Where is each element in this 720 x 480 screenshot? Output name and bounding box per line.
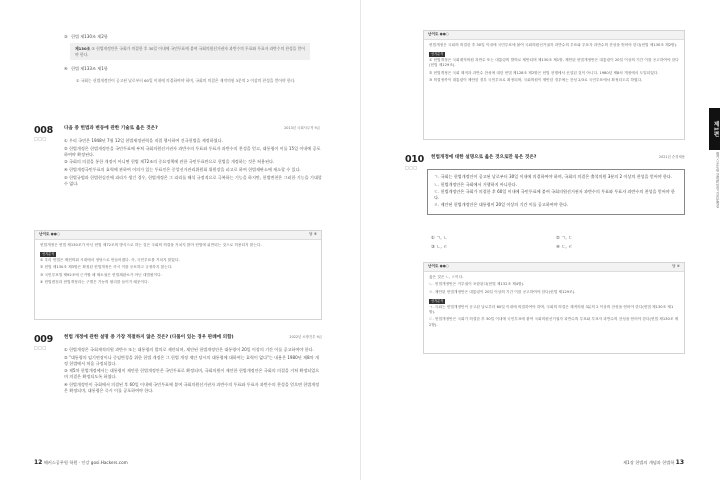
question-source-tag: 2013년 국회사무직 9급: [284, 126, 320, 130]
choice[interactable]: ① 우리 국민은 1948년 7월 12일 헌법제정권력을 직접 행사하여 건국헌법을 제정하였다.: [64, 138, 223, 143]
choice[interactable]: ④ 헌법개정안이 국회에서 의결된 후 60일 이내에 국민투표에 붙여 국회의원선거권자 과반수의 투표와 투표자 과반수의 찬성을 얻으면 헌법개정은 확정되며, 대통령은 즉시 이를 공포하여야 한다.: [64, 382, 320, 393]
answer-value: ⑤: [313, 232, 317, 237]
analysis-tag: 선지분석: [431, 52, 444, 57]
question-stem: 헌법개정에 대한 설명으로 옳은 것으로만 묶은 것은?: [431, 155, 537, 160]
answer-intro: 헌법개정은 국회의 의결한 후 30일 이내에 국민투표에 붙여 국회의원선거권자 과반수의 투표와 투표자 과반수의 찬성을 얻어야 한다(헌법 제130조 제2항).: [429, 43, 678, 47]
choice[interactable]: ⑤ 헌법규범과 헌법현실간에 괴리가 생긴 경우, 헌법개정은 그 괴리를 해석 규정적으로 극복하는 기능을 하지만, 헌법변천은 그러한 기능을 기대할 수 없다.: [64, 174, 322, 186]
question-number: 008: [34, 125, 53, 136]
law-quote-text: ① 국회는 헌법개정안이 공고된 날로부터 60일 이내에 의결하여야 하며, 국회의 의결은 재적의원 3분의 2 이상의 찬성을 얻어야 한다.: [70, 75, 310, 87]
right-page: [360, 0, 720, 480]
answer-box: [423, 30, 685, 140]
question-source-tag: 2022년 소방간부 9급: [289, 335, 322, 339]
analysis-note: ③ 국민투표법 제92조에 근거할 때 제소권은 헌법재판소가 아닌 대법원이다.: [40, 272, 162, 277]
chapter-side-tab[interactable]: 제1편: [709, 108, 720, 150]
analysis-tag: 선지분석: [431, 299, 444, 304]
answer-header: 난이도 ●●○ 답 ④: [424, 263, 684, 272]
answer-value: ④: [676, 264, 680, 269]
choice[interactable]: ④ ㄷ, ㄹ: [556, 245, 573, 250]
analysis-note: ② 헌법 제130조 제3항은 확정된 헌법개정은 즉시 이를 공포하고 규정하지 않는다.: [40, 265, 173, 270]
choice[interactable]: ② 헌법개정은 헌법개정안을 국민투표에 부쳐 국회의원선거권자 과반수의 투표와 투표자 과반수의 찬성을 얻고, 대통령이 이를 15일 이내에 공포하여야 확정된다.: [64, 145, 321, 157]
choice[interactable]: ② "대통령의 임기연장이나 중임변경을 위한 헌법 개정은 그 헌법 개정 제안 당시의 대통령에 대하여는 효력이 없다"는 내용은 1980년 제8차 개정 헌법에서 처음 규정되었다.: [64, 354, 319, 366]
analysis-note: ㄷ. 헌법개정안은 국회가 의결한 후 30일 이내에 국민투표에 붙여 국회의원선거권자 과반수의 투표와 투표자 과반수의 찬성을 얻어야 한다(헌법 제130조 제2항).: [429, 317, 679, 327]
check-boxes: □□□: [34, 345, 47, 350]
option-paragraph: ③ 헌법 제130조 제2항: [64, 34, 108, 39]
statement-item: ㄹ. 제안된 헌법개정안은 대통령이 20일 이상의 기간 이를 공고하여야 한다.: [434, 202, 569, 208]
page-number: 13: [675, 459, 684, 467]
statement-item: ㄴ. 헌법개정안은 국회에서 거행하지 아니한다.: [434, 181, 517, 187]
book-side-title: 해커스공무원 갓대환 헌법 기출문제집: [715, 152, 719, 208]
question-source-tag: 2021년 순경채용: [658, 155, 685, 159]
analysis-tag: 선지분석: [42, 252, 55, 257]
page-footer: 제1장 헌법의 개념과 헌법학 13: [623, 459, 684, 467]
choice[interactable]: ① ㄱ, ㄴ: [431, 236, 448, 241]
statement-item: ㄱ. 국회는 헌법개정안이 공고된 날로부터 30일 이내에 의결하여야 하며, 국회의 의결은 출석의원 3분의 2 이상의 찬성을 얻어야 한다.: [434, 174, 673, 179]
check-boxes: □□□: [34, 136, 47, 141]
choice-list: [64, 138, 322, 188]
statement-box: [427, 169, 685, 215]
analysis-note: ④ 헌법변천과 헌법개정과는 구별은 기능의 원리를 들이기 때문이다.: [40, 280, 149, 285]
choice[interactable]: ④ 헌법개정국민투표의 효력에 관하여 이의가 있는 투표인은 중앙선거관리위원회 위원장을 피고로 하여 헌법재판소에 제소할 수 있다.: [64, 167, 301, 173]
check-boxes: □□□: [405, 165, 418, 170]
analysis-note: ③ 의결정족이 대통령이 제안한 경우 국민투표로 확정되며, 국회의원이 제안한 경우에는 찬성 2/3로 국민투표에서 확정되도록 하였다.: [429, 78, 643, 83]
answer-intro: ㄹ. 제안된 헌법개정안은 대통령이 20일 이상의 기간 이를 공고하여야 한다(헌법 제129조).: [429, 289, 576, 294]
answer-box: [423, 262, 685, 354]
choice[interactable]: ② ㄱ, ㄷ: [556, 236, 573, 241]
answer-choices: [431, 236, 681, 256]
difficulty-dots: ●●○: [50, 232, 60, 237]
answer-header: 난이도 ●●○ 답 ⑤: [35, 231, 321, 240]
page-number: 12: [34, 459, 43, 467]
analysis-note: ② 헌법개정은 국회 재적과 과반수 찬성에 대한 헌법 제128조 제2항은 헌법 현행에서 신설된 것이 아니다. 1980년 제8차 개정에서 도입되었다.: [429, 70, 659, 75]
difficulty-dots: ●●○: [439, 32, 449, 37]
answer-intro: ㄴ. 헌법개정안은 거부권이 포함된다(헌법 제132조 제4항).: [429, 282, 525, 287]
difficulty-dots: ●●○: [439, 264, 449, 269]
analysis-note: ① 헌법개정은 국회재적의원 과반수 또는 대통령의 발의로 제안되며 제130조 제1항, 제안된 헌법개정안은 대통령이 20일 이상의 기간 이를 공고하여야 한다(헌법 제129조).: [429, 58, 679, 68]
answer-intro: 옳은 것은 ㄴ, ㄹ이다.: [429, 275, 464, 279]
law-quote-box: 제130조 ② 헌법개정안은 국회가 의결한 후 30일 이내에 국민투표에 붙여 국회의원선거권자 과반수의 투표와 투표자 과반수의 찬성을 얻어야 한다.: [70, 43, 310, 60]
statement-item: ㄷ. 헌법개정안은 국회가 의결한 후 60일 이내에 국민투표에 붙여 국회의원선거권자 과반수의 투표와 투표자 과반수의 찬성을 얻어야 한다.: [434, 189, 675, 200]
question-stem: 다음 중 헌법과 변동에 관한 기술로 옳은 것은?: [64, 126, 158, 131]
analysis-note: ㄱ. 국회는 헌법개정안이 공고된 날로부터 60일 이내에 의결하여야 하며, 국회의 의결은 재적의원 3분의 2 이상의 찬성을 얻어야 한다(헌법 제130조 제1항).: [429, 304, 674, 315]
choice-list: [64, 347, 322, 396]
answer-intro: 헌법개정은 헌법 제130조가 아닌 헌법 제72조의 방식으로 하는 것은 국회의 의결을 거치지 않아 헌법에 위반되는 것으로 허용되지 않는다.: [40, 243, 262, 247]
choice[interactable]: ③ 국회의 의결을 통한 개정이 아니면 헌법 제72조의 중요정책에 관한 국민투표만으로 헌법을 개정하는 것은 허용된다.: [64, 159, 275, 165]
analysis-note: ① 우리 헌법은 제헌의회 시대에서 정당으로 만들어졌다. 즉, 국민투표를 거치지 않았다.: [40, 258, 180, 262]
answer-box: [34, 230, 322, 320]
choice[interactable]: ① 헌법개정은 국회재적의원 과반수 또는 대통령의 발의로 제안되며, 제안된 헌법개정안은 대통령이 20일 이상의 기간 이를 공고하여야 한다.: [64, 347, 314, 352]
choice[interactable]: ③ 제5차 헌법개정에서는 대통령이 제안한 헌법개정안은 국민투표로 확정되며, 국회의원이 제안한 헌법개정안은 국회의 의결을 거쳐 확정되었으며 의결은 확정되도록 하였다.: [64, 368, 320, 380]
question-number: 009: [34, 334, 53, 345]
page-footer: 12 해커스공무원 학원 · 인강 gosi.Hackers.com: [34, 459, 128, 467]
option-paragraph: ④ 헌법 제133조 제1항: [64, 66, 108, 71]
answer-header: 난이도 ●●○: [424, 31, 684, 40]
question-number: 010: [405, 154, 424, 165]
choice[interactable]: ③ ㄴ, ㄹ: [431, 245, 448, 250]
question-stem: 헌법 개정에 관한 설명 중 가장 적절하지 않은 것은? (다툼이 있는 경우 판례에 의함): [64, 335, 234, 340]
